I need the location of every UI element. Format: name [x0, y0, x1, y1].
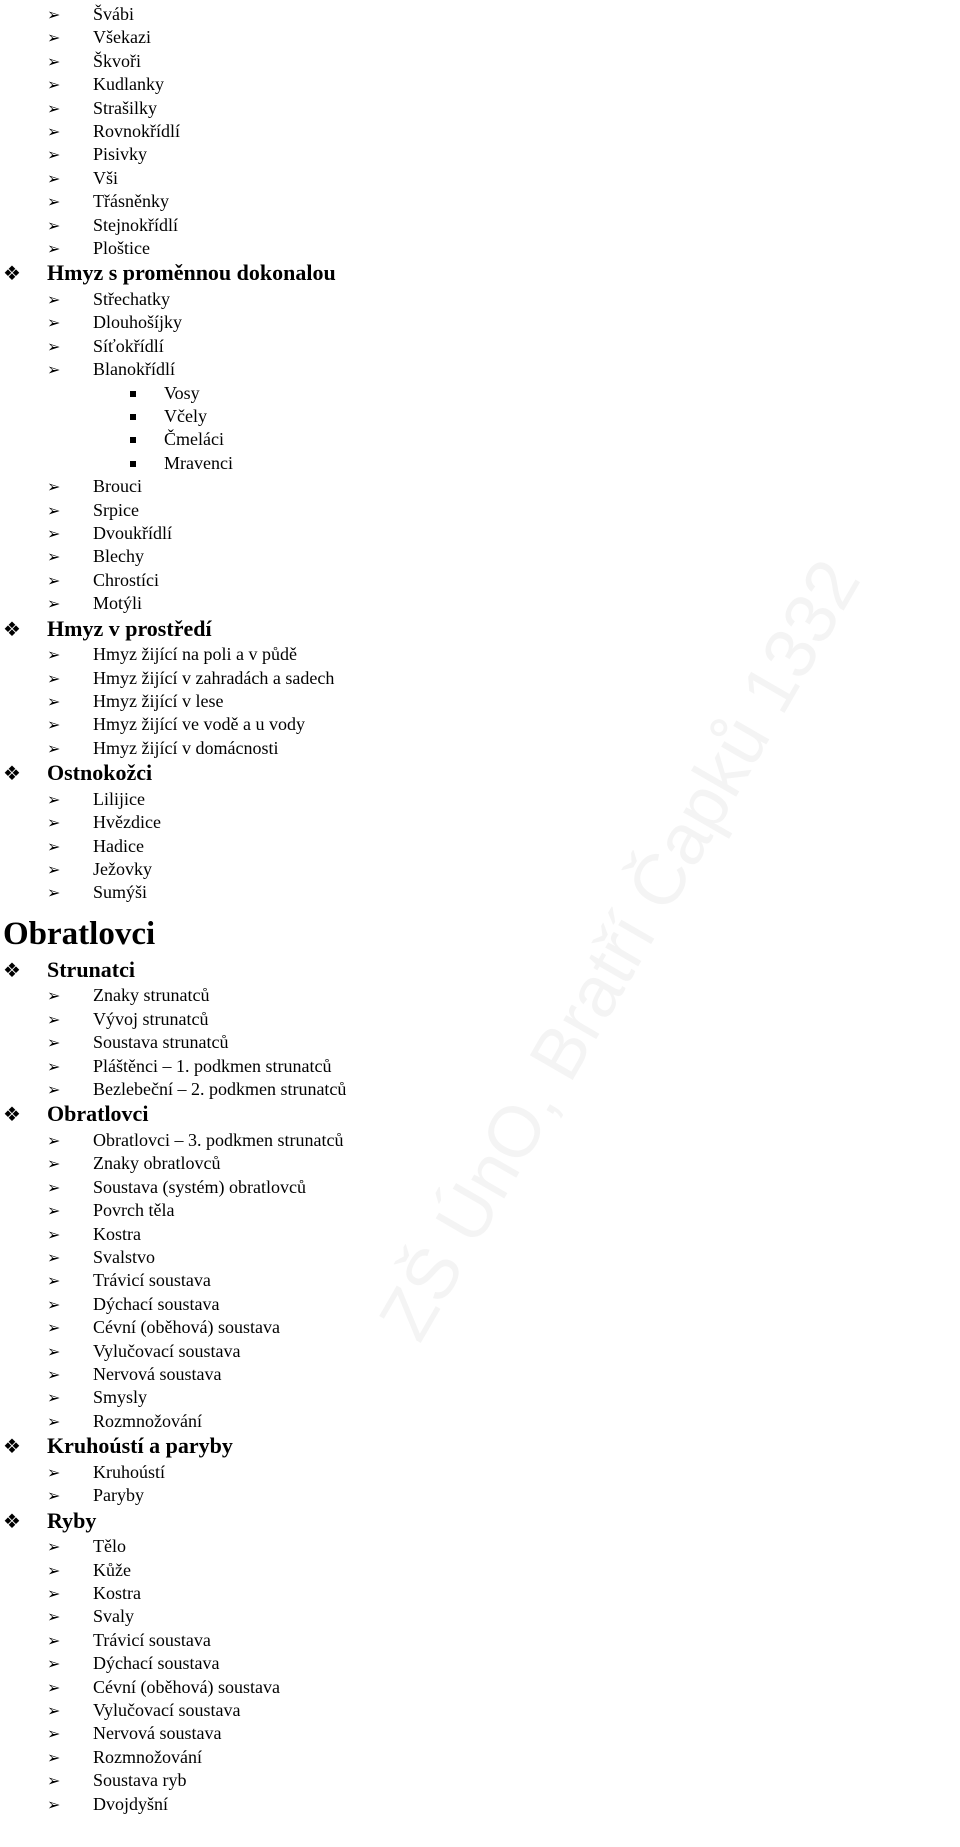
list-item-text: Motýli — [93, 593, 143, 614]
watermark — [363, 547, 876, 1354]
arrow-bullet-icon: ➢ — [47, 1224, 61, 1244]
arrow-bullet-icon: ➢ — [47, 360, 61, 380]
arrow-bullet-icon: ➢ — [47, 1462, 61, 1482]
list-item-text: Kostra — [93, 1583, 141, 1603]
list-item-text: Svaly — [93, 1606, 135, 1627]
arrow-bullet-icon: ➢ — [47, 336, 61, 356]
square-bullet-icon — [130, 437, 136, 443]
list-item-text: Brouci — [93, 476, 142, 497]
list-item-text: Chrostíci — [93, 569, 159, 590]
arrow-bullet-icon: ➢ — [47, 645, 61, 665]
arrow-bullet-icon: ➢ — [47, 738, 61, 758]
section-heading — [3, 915, 155, 953]
list-item-text: Kudlanky — [93, 74, 164, 95]
arrow-bullet-icon: ➢ — [47, 1724, 61, 1744]
arrow-bullet-icon: ➢ — [47, 51, 61, 71]
list-item-text: Střechatky — [93, 289, 170, 309]
list-item-text: Hadice — [93, 835, 144, 856]
list-item-text: Soustava (systém) obratlovců — [93, 1176, 306, 1197]
list-item-text: Smysly — [93, 1387, 148, 1408]
subsection-heading-text: Strunatci — [47, 956, 135, 982]
list-item-text: Povrch těla — [93, 1200, 175, 1221]
arrow-bullet-icon: ➢ — [47, 1201, 61, 1221]
arrow-bullet-icon: ➢ — [47, 789, 61, 809]
list-item-text: Ploštice — [93, 238, 150, 258]
list-item-text: Dvojdyšní — [93, 1793, 169, 1814]
arrow-bullet-icon: ➢ — [47, 1388, 61, 1408]
subsection-heading-text: Ostnokožci — [47, 760, 153, 786]
sub-list-item-text: Včely — [164, 406, 207, 426]
arrow-bullet-icon: ➢ — [47, 75, 61, 95]
list-item-text: Hvězdice — [93, 812, 161, 833]
arrow-bullet-icon: ➢ — [47, 570, 61, 590]
arrow-bullet-icon: ➢ — [47, 692, 61, 711]
list-item-text: Dýchací soustava — [93, 1653, 220, 1674]
list-item-text: Sumýši — [93, 882, 148, 903]
arrow-bullet-icon: ➢ — [47, 813, 61, 833]
subsection-heading-text: Obratlovci — [47, 1101, 149, 1127]
list-item-text: Hmyz žijící v zahradách a sadech — [93, 667, 335, 688]
arrow-bullet-icon: ➢ — [47, 1318, 61, 1338]
list-item-text: Pisivky — [93, 144, 148, 165]
arrow-bullet-icon: ➢ — [47, 477, 61, 497]
arrow-bullet-icon: ➢ — [47, 1341, 61, 1361]
list-item-text: Hmyz žijící ve vodě a u vody — [93, 714, 305, 735]
arrow-bullet-icon: ➢ — [47, 1747, 61, 1767]
arrow-bullet-icon: ➢ — [47, 1677, 61, 1697]
subsection-heading-text: Ryby — [47, 1507, 97, 1533]
list-item-text: Rovnokřídlí — [93, 121, 181, 141]
square-bullet-icon — [130, 391, 136, 397]
list-item-text: Strašilky — [93, 97, 158, 118]
arrow-bullet-icon: ➢ — [47, 1771, 61, 1791]
list-item-text: Cévní (oběhová) soustava — [93, 1676, 280, 1697]
list-item-text: Dýchací soustava — [93, 1293, 220, 1314]
list-item-text: Soustava strunatců — [93, 1032, 229, 1053]
list-item-text: Nervová soustava — [93, 1364, 222, 1384]
list-item-text: Tělo — [93, 1536, 126, 1557]
sub-list-item-text: Mravenci — [164, 452, 233, 473]
arrow-bullet-icon: ➢ — [47, 1486, 61, 1506]
arrow-bullet-icon: ➢ — [47, 836, 61, 856]
list-item-text: Vývoj strunatců — [93, 1008, 209, 1029]
arrow-bullet-icon: ➢ — [47, 122, 61, 141]
square-bullet-icon — [130, 414, 136, 420]
diamond-bullet-icon: ❖ — [3, 1508, 21, 1533]
list-item-text: Znaky obratlovců — [93, 1153, 221, 1174]
diamond-bullet-icon: ❖ — [3, 761, 21, 786]
arrow-bullet-icon: ➢ — [47, 883, 61, 903]
arrow-bullet-icon: ➢ — [47, 1294, 61, 1314]
list-item-text: Stejnokřídlí — [93, 214, 178, 235]
arrow-bullet-icon: ➢ — [47, 500, 61, 520]
list-item-text: Vši — [93, 167, 119, 188]
arrow-bullet-icon: ➢ — [47, 215, 61, 235]
arrow-bullet-icon: ➢ — [47, 594, 61, 614]
arrow-bullet-icon: ➢ — [47, 1607, 61, 1627]
list-item-text: Hmyz žijící v lese — [93, 691, 224, 711]
arrow-bullet-icon: ➢ — [47, 1131, 61, 1150]
arrow-bullet-icon: ➢ — [47, 986, 61, 1006]
arrow-bullet-icon: ➢ — [47, 5, 61, 24]
list-item-text: Hmyz žijící v domácnosti — [93, 737, 279, 758]
arrow-bullet-icon: ➢ — [47, 1248, 61, 1267]
list-item-text: Ježovky — [93, 859, 152, 879]
list-item-text: Škvoři — [93, 50, 142, 71]
list-item-text: Nervová soustava — [93, 1723, 222, 1744]
list-item-text: Svalstvo — [93, 1247, 156, 1267]
list-item-text: Trávicí soustava — [93, 1270, 211, 1291]
list-item-text: Dvoukřídlí — [93, 523, 172, 543]
arrow-bullet-icon: ➢ — [47, 313, 61, 333]
arrow-bullet-icon: ➢ — [47, 1271, 61, 1291]
subsection-heading-text: Hmyz s proměnnou dokonalou — [47, 260, 336, 286]
arrow-bullet-icon: ➢ — [47, 1654, 61, 1674]
arrow-bullet-icon: ➢ — [47, 1154, 61, 1174]
arrow-bullet-icon: ➢ — [47, 145, 61, 165]
list-item-text: Všekazi — [93, 27, 151, 48]
list-item-text: Rozmnožování — [93, 1746, 202, 1767]
list-item-text: Bezlebeční – 2. podkmen strunatců — [93, 1079, 347, 1099]
arrow-bullet-icon: ➢ — [47, 192, 61, 212]
diamond-bullet-icon: ❖ — [3, 261, 21, 286]
list-item-text: Třásněnky — [93, 191, 169, 212]
list-item-text: Síťokřídlí — [93, 335, 164, 356]
arrow-bullet-icon: ➢ — [47, 1177, 61, 1197]
list-item-text: Vylučovací soustava — [93, 1340, 241, 1361]
arrow-bullet-icon: ➢ — [47, 239, 61, 258]
arrow-bullet-icon: ➢ — [47, 98, 61, 118]
arrow-bullet-icon: ➢ — [47, 1537, 61, 1557]
diamond-bullet-icon: ❖ — [3, 1434, 21, 1459]
arrow-bullet-icon: ➢ — [47, 1009, 61, 1029]
arrow-bullet-icon: ➢ — [47, 1560, 61, 1580]
square-bullet-icon — [130, 461, 136, 467]
arrow-bullet-icon: ➢ — [47, 28, 61, 48]
arrow-bullet-icon: ➢ — [47, 290, 61, 309]
arrow-bullet-icon: ➢ — [47, 668, 61, 688]
arrow-bullet-icon: ➢ — [47, 524, 61, 543]
arrow-bullet-icon: ➢ — [47, 547, 61, 567]
list-item-text: Paryby — [93, 1485, 144, 1506]
list-item-text: Dlouhošíjky — [93, 312, 183, 333]
list-item-text: Hmyz žijící na poli a v půdě — [93, 644, 297, 665]
arrow-bullet-icon: ➢ — [47, 715, 61, 735]
diamond-bullet-icon: ❖ — [3, 957, 21, 982]
subsection-heading-text: Hmyz v prostředí — [47, 615, 212, 641]
list-item-text: Blechy — [93, 546, 144, 567]
arrow-bullet-icon: ➢ — [47, 1080, 61, 1099]
list-item-text: Rozmnožování — [93, 1410, 202, 1431]
list-item-text: Trávicí soustava — [93, 1629, 211, 1650]
list-item-text: Pláštěnci – 1. podkmen strunatců — [93, 1055, 332, 1076]
list-item-text: Švábi — [93, 4, 135, 24]
list-item-text: Kruhoústí — [93, 1461, 165, 1482]
list-item-text: Vylučovací soustava — [93, 1700, 241, 1720]
arrow-bullet-icon: ➢ — [47, 1365, 61, 1384]
list-item-text: Obratlovci – 3. podkmen strunatců — [93, 1130, 344, 1150]
list-item-text: Znaky strunatců — [93, 985, 210, 1006]
arrow-bullet-icon: ➢ — [47, 1630, 61, 1650]
list-item-text: Blanokřídlí — [93, 359, 175, 380]
sub-list-item-text: Vosy — [164, 382, 200, 403]
section-heading-text: Obratlovci — [3, 915, 156, 952]
sub-list-item-text: Čmeláci — [164, 429, 224, 450]
arrow-bullet-icon: ➢ — [47, 1794, 61, 1814]
diamond-bullet-icon: ❖ — [3, 616, 21, 641]
subsection-heading-text: Kruhoústí a paryby — [47, 1433, 233, 1459]
list-item-text: Kostra — [93, 1223, 141, 1244]
arrow-bullet-icon: ➢ — [47, 860, 61, 879]
arrow-bullet-icon: ➢ — [47, 1701, 61, 1720]
list-item-text: Lilijice — [93, 788, 145, 809]
list-item-text: Cévní (oběhová) soustava — [93, 1317, 280, 1338]
list-item-text: Kůže — [93, 1559, 131, 1580]
diamond-bullet-icon: ❖ — [3, 1102, 21, 1127]
list-item-text: Srpice — [93, 499, 139, 520]
arrow-bullet-icon: ➢ — [47, 1411, 61, 1431]
arrow-bullet-icon: ➢ — [47, 1584, 61, 1603]
list-item-text: Soustava ryb — [93, 1770, 187, 1791]
arrow-bullet-icon: ➢ — [47, 1056, 61, 1076]
arrow-bullet-icon: ➢ — [47, 1033, 61, 1053]
arrow-bullet-icon: ➢ — [47, 168, 61, 188]
